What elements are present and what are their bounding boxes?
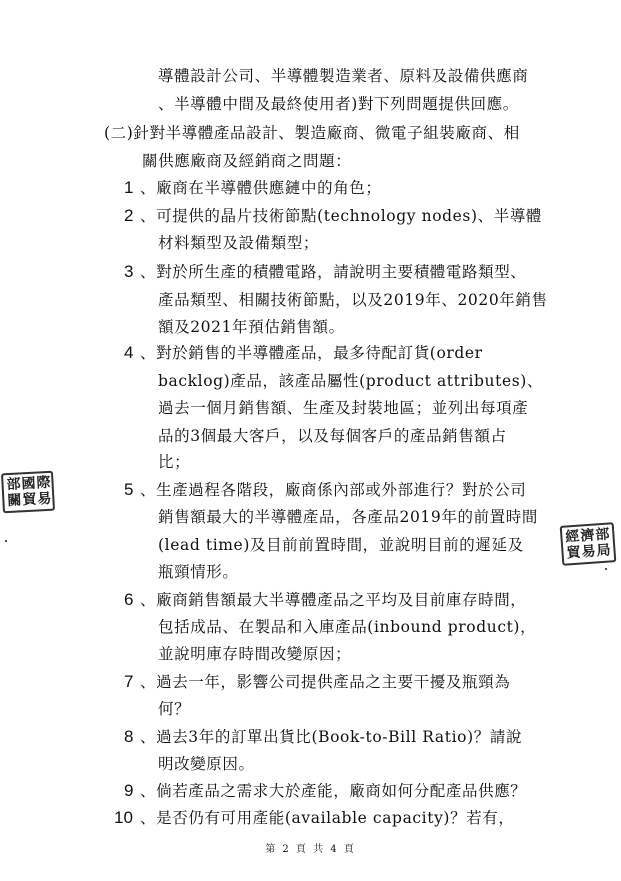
item-number-7: 7: [124, 672, 134, 691]
stamp-left-line-1: 部國際: [6, 474, 52, 494]
item-7-line-1: 、過去一年，影響公司提供產品之主要干擾及瓶頸為: [140, 673, 511, 691]
item-2-line-2: 材料類型及設備類型；: [158, 234, 320, 252]
official-seal-stamp-left: [1, 471, 55, 514]
item-6-line-3: 並說明庫存時間改變原因；: [158, 645, 352, 663]
item-number-5: 5: [124, 480, 134, 499]
item-number-1: 1: [124, 178, 134, 197]
section-heading: (二)針對半導體產品設計、製造廠商、微電子組裝廠商、相: [104, 124, 520, 142]
item-number-2: 2: [124, 206, 134, 225]
item-number-10: 10: [114, 808, 133, 827]
item-8-line-1: 、過去3年的訂單出貨比(Book-to-Bill Ratio)？請說: [140, 728, 523, 746]
item-1-line-1: 、廠商在半導體供應鏈中的角色；: [140, 179, 382, 197]
item-6-line-2: 包括成品、在製品和入庫產品(inbound product)，: [158, 618, 537, 636]
item-4-line-1: 、對於銷售的半導體產品，最多待配訂貨(order: [140, 344, 483, 362]
item-4-line-2: backlog)產品，該產品屬性(product attributes)、: [158, 372, 544, 390]
item-6-line-1: 、廠商銷售額最大半導體產品之平均及目前庫存時間，: [140, 591, 527, 609]
item-3-line-1: 、對於所生產的積體電路，請說明主要積體電路類型、: [140, 263, 527, 281]
item-10-line-1: 、是否仍有可用產能(available capacity)？若有，: [140, 809, 515, 827]
item-3-line-2: 產品類型、相關技術節點，以及2019年、2020年銷售: [158, 291, 548, 309]
item-2-line-1: 、可提供的晶片技術節點(technology nodes)、半導體: [140, 207, 543, 225]
official-seal-stamp-right: [560, 522, 617, 566]
text-line-2: 、半導體中間及最終使用者)對下列問題提供回應。: [158, 95, 519, 113]
item-3-line-3: 額及2021年預估銷售額。: [158, 318, 345, 336]
item-number-9: 9: [124, 781, 134, 800]
text-line-1: 導體設計公司、半導體製造業者、原料及設備供應商: [158, 67, 529, 85]
item-number-3: 3: [124, 262, 134, 281]
stamp-right-line-2: 貿易局: [566, 542, 613, 562]
item-7-line-2: 何？: [158, 700, 191, 718]
item-4-line-5: 比；: [158, 453, 191, 471]
section-heading-cont: 關供應廠商及經銷商之問題：: [142, 152, 352, 170]
stamp-right-line-1: 經濟部: [564, 526, 611, 546]
item-4-line-4: 品的3個最大客戶，以及每個客戶的產品銷售額占: [158, 427, 507, 445]
item-5-line-4: 瓶頸情形。: [158, 563, 239, 581]
item-8-line-2: 明改變原因。: [158, 755, 255, 773]
item-4-line-3: 過去一個月銷售額、生產及封裝地區；並列出每項產: [158, 399, 529, 417]
scan-mark: [605, 568, 607, 570]
page-footer: 第 2 頁 共 4 頁: [265, 844, 356, 855]
stamp-left-line-2: 關貿易: [7, 490, 53, 510]
item-number-6: 6: [124, 590, 134, 609]
scan-mark: [5, 540, 7, 542]
item-number-4: 4: [124, 343, 134, 362]
item-5-line-1: 、生產過程各階段，廠商係內部或外部進行？對於公司: [140, 481, 527, 499]
item-9-line-1: 、倘若產品之需求大於產能，廠商如何分配產品供應？: [140, 782, 527, 800]
item-5-line-3: (lead time)及目前前置時間，並說明目前的遲延及: [158, 536, 524, 554]
item-5-line-2: 銷售額最大的半導體產品，各產品2019年的前置時間: [158, 508, 538, 526]
item-number-8: 8: [124, 727, 134, 746]
